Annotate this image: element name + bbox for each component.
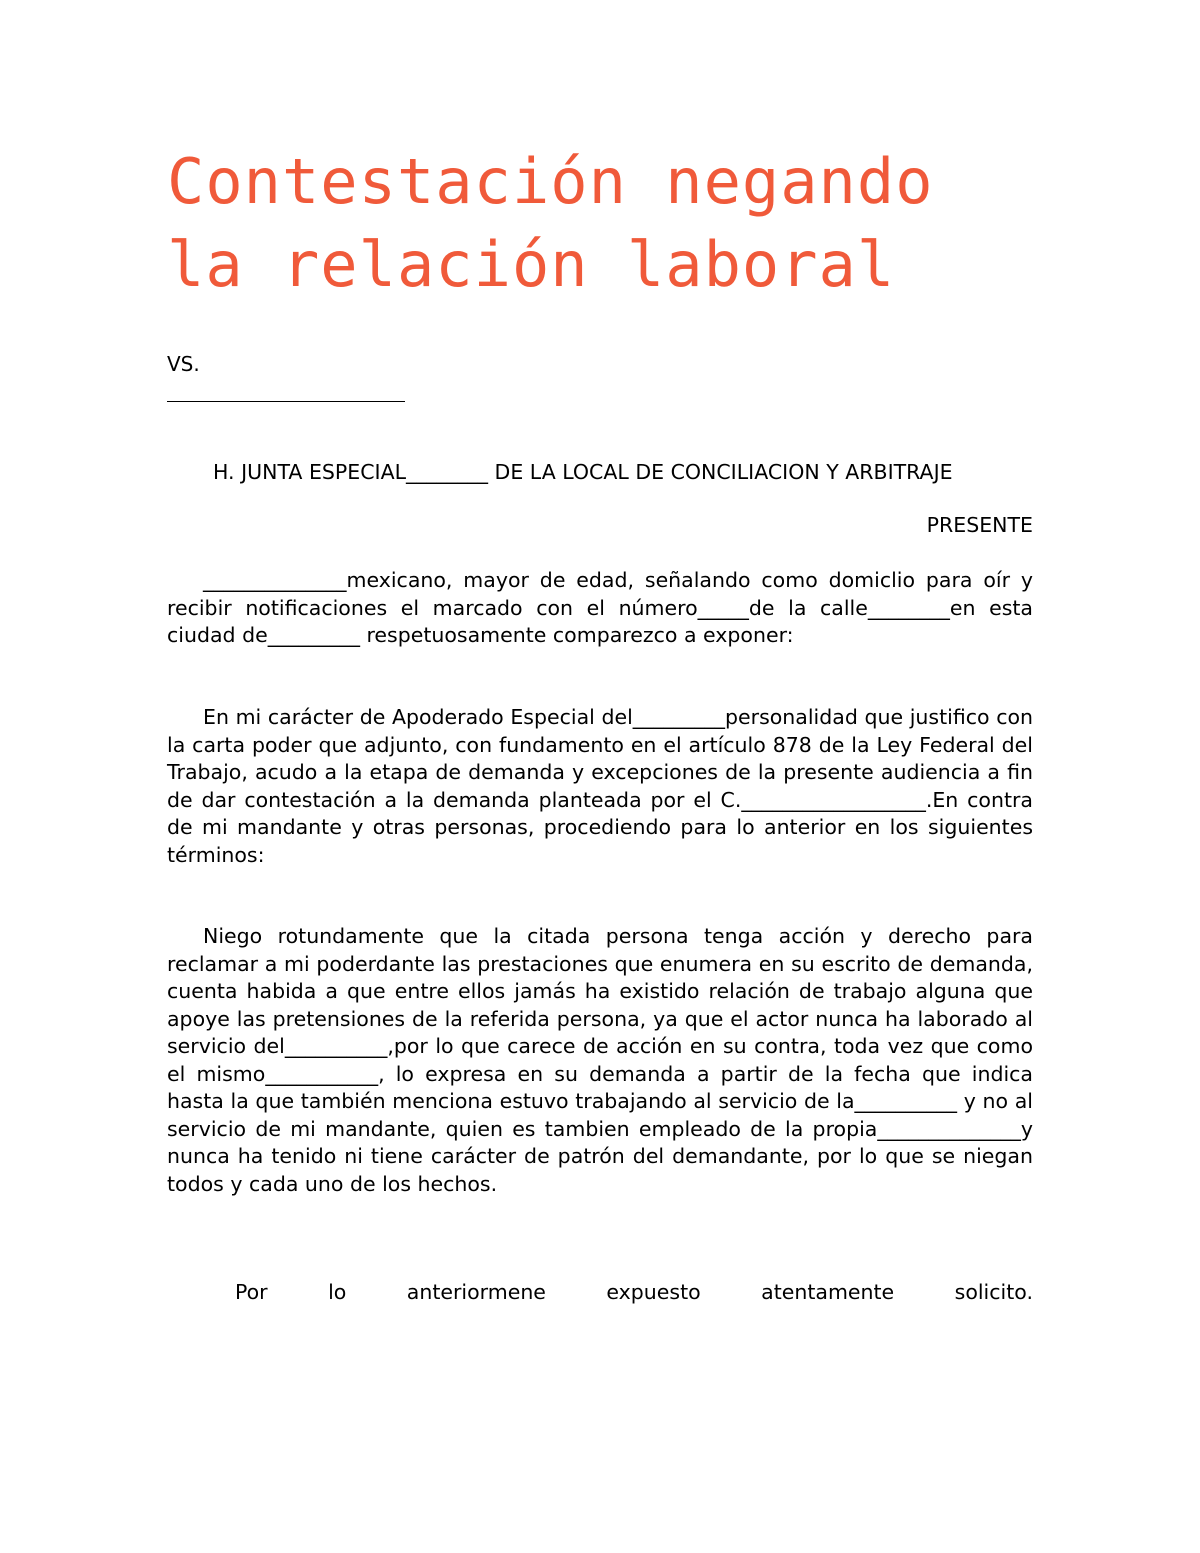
addressee-heading: H. JUNTA ESPECIAL________ DE LA LOCAL DE CONCILIACION Y ARBITRAJE	[213, 460, 953, 484]
closing-word: expuesto	[606, 1280, 701, 1304]
closing-line	[167, 1279, 1033, 1307]
closing-word: solicito.	[954, 1280, 1033, 1304]
document-title	[167, 140, 1067, 306]
paragraph-denial: Niego rotundamente que la citada persona tenga acción y derecho para reclamar a mi poderdante las prestaciones que enumera en su escrito de demanda, cuenta habida a que entre ellos jamás ha existido relación de trabajo alguna que apoye las pretensiones de la referida persona, ya que el actor nunca ha laborado al servicio del__________,por lo que carece de acción en su contra, toda vez que como el mismo___________, lo expresa en su demanda a partir de la fecha que indica hasta la que también menciona estuvo trabajando al servicio de la__________ y no al servicio de mi mandante, quien es tambien empleado de la propia______________y nunca ha tenido ni tiene carácter de patrón del demandante, por lo que se niegan todos y cada uno de los hechos.	[167, 924, 1033, 1196]
title-line-1: Contestación negando	[167, 145, 934, 218]
paragraph-representation: En mi carácter de Apoderado Especial del_________personalidad que justifico con la carta poder que adjunto, con fundamento en el artículo 878 de la Ley Federal del Trabajo, acudo a la etapa de demanda y excepciones de la presente audiencia a fin de dar contestación a la demanda planteada por el C.__________________.En contra de mi mandante y otras personas, procediendo para lo anterior en los siguientes términos:	[167, 705, 1033, 867]
closing-word: anteriormene	[406, 1280, 546, 1304]
closing-word: atentamente	[761, 1280, 895, 1304]
closing-word: Por	[235, 1280, 268, 1304]
paragraph-identification: ______________mexicano, mayor de edad, señalando como domiclio para oír y recibir notificaciones el marcado con el número_____de la calle________en esta ciudad de_________ respetuosamente comparezco a exponer:	[167, 568, 1033, 647]
closing-word: lo	[328, 1280, 347, 1304]
presente-label: PRESENTE	[926, 513, 1033, 537]
vs-label: VS.	[167, 352, 200, 376]
signature-line	[167, 401, 405, 402]
title-line-2: la relación laboral	[167, 228, 896, 301]
